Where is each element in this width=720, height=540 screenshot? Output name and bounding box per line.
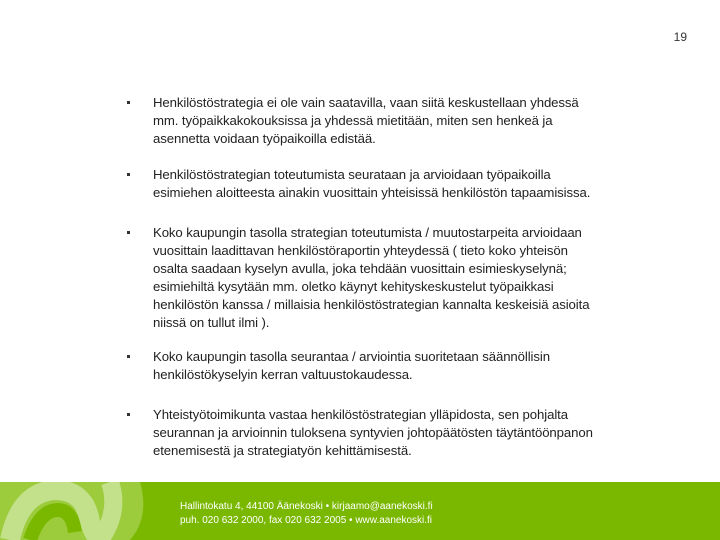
footer-contact: puh. 020 632 2000, fax 020 632 2005 • www.aanekoski.fi — [180, 515, 433, 526]
bullet-text-line: henkilöstön kanssa / millaisia henkilöstöstrategian kannalta keskeisiä asioita — [153, 297, 590, 312]
bullet-text-line: esimiehen aloitteesta ainakin vuosittain yhteisissä henkilöstön tapaamisissa. — [153, 185, 591, 200]
bullet-text-line: mm. työpaikkakokouksissa ja yhdessä mietitään, miten sen henkeä ja — [153, 113, 553, 128]
bullet-marker-icon — [127, 101, 130, 104]
bullet-text-line: henkilöstökyselyin kerran valtuustokaudessa. — [153, 367, 413, 382]
bullet-text-line: etenemisestä ja strategiatyön kehittämisestä. — [153, 443, 412, 458]
footer-address: Hallintokatu 4, 44100 Äänekoski • kirjaamo@aanekoski.fi — [180, 501, 433, 512]
bullet-text-line: osalta saadaan kyselyn avulla, joka tehdään vuosittain esimieskyselynä; — [153, 261, 567, 276]
bullet-text-line: seurannan ja arvioinnin tuloksena syntyvien johtopäätösten täytäntöönpanon — [153, 425, 593, 440]
bullet-text-line: Henkilöstöstrategia ei ole vain saatavilla, vaan siitä keskustellaan yhdessä — [153, 95, 579, 110]
bullet-marker-icon — [127, 355, 130, 358]
bullet-marker-icon — [127, 173, 130, 176]
bullet-text-line: esimiehiltä kysytään mm. oletko käynyt kehityskeskustelut työpaikkasi — [153, 279, 554, 294]
bullet-text-line: Yhteistyötoimikunta vastaa henkilöstöstrategian ylläpidosta, sen pohjalta — [153, 407, 568, 422]
bullet-text-line: Koko kaupungin tasolla seurantaa / arviointia suoritetaan säännöllisin — [153, 349, 550, 364]
bullet-marker-icon — [127, 413, 130, 416]
bullet-text-line: Henkilöstöstrategian toteutumista seurataan ja arvioidaan työpaikoilla — [153, 167, 551, 182]
page-number: 19 — [673, 30, 687, 44]
bullet-text-line: vuosittain laadittavan henkilöstöraportin yhteydessä ( tieto koko yhteisön — [153, 243, 568, 258]
bullet-text-line: Koko kaupungin tasolla strategian toteutumista / muutostarpeita arvioidaan — [153, 225, 582, 240]
bullet-marker-icon — [127, 231, 130, 234]
footer-band — [0, 482, 720, 540]
bullet-text-line: asennetta voidaan työpaikoilla edistää. — [153, 131, 376, 146]
bullet-text-line: niissä on tullut ilmi ). — [153, 315, 270, 330]
wave-logo-icon — [0, 482, 160, 540]
